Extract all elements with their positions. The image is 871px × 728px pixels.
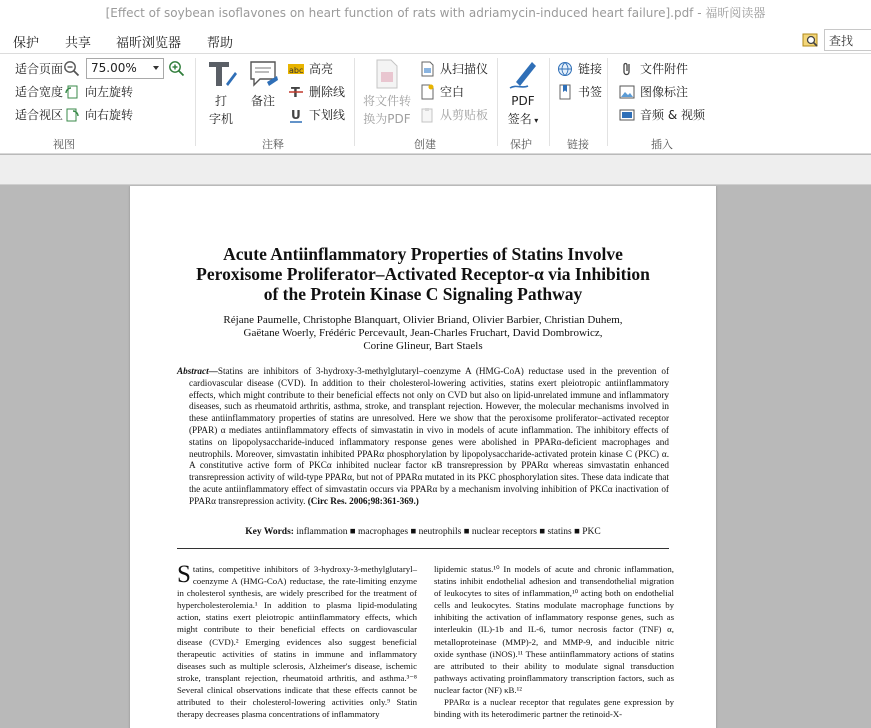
paper-keywords: Key Words: inflammation ■ macrophages ■ neutrophils ■ nuclear receptors ■ statins ■ PKC: [245, 527, 601, 537]
link-button[interactable]: 链接: [557, 60, 602, 77]
image-annotation-button[interactable]: 图像标注: [619, 83, 688, 100]
rotate-left-button[interactable]: 向左旋转: [64, 83, 133, 100]
pen-sign-icon: [508, 58, 538, 90]
menu-bar: [0, 26, 871, 54]
film-icon: [619, 107, 635, 123]
menu-help[interactable]: 帮助: [207, 36, 234, 51]
body-column-right: lipidemic status.¹⁰ In models of acute and chronic inflammation, statins inhibit endothelial adhesion and transendothelial migration of leukocytes to sites of inflammation,¹⁰ acting both on endothelial cells and leukocytes. Statins modulate macrophage functions by inhibiting the activation of inflammatory response genes, such as interleukin (IL)-1b and IL-6, tumor necrosis factor (TNF) α, metalloproteinase (MMP)-2, and MMP-9, and inducible nitric oxide synthase (iNOS).¹¹ These antiinflammatory actions of statins are attributed to their ability to modulate signal transduction pathways activating proinflammatory transcription factors, such as nuclear factor (NF) κB.¹² PPARα is a nuclear receptor that regulates gene expression by binding with its heterodimeric partner the retinoid-X-: [434, 564, 674, 720]
fit-width-button[interactable]: 适合宽度: [0, 83, 63, 100]
fit-width-icon: [0, 84, 10, 100]
window-title: [Effect of soybean isoflavones on heart function of rats with adriamycin-induced heart failure].pdf - 福昕阅读器: [0, 0, 871, 26]
svg-text:U: U: [291, 107, 301, 122]
bookmark-button[interactable]: 书签: [557, 83, 602, 100]
svg-text:T: T: [291, 85, 300, 100]
fit-visible-button[interactable]: 适合视区: [0, 106, 63, 123]
ribbon-separator: [354, 58, 355, 146]
group-label-insert: 插入: [651, 138, 673, 151]
dropdown-arrow-icon: ▾: [531, 116, 539, 125]
image-icon: [619, 84, 635, 100]
menu-foxit-browser[interactable]: 福昕浏览器: [116, 36, 182, 51]
paper-abstract: Abstract—Statins are inhibitors of 3-hydroxy-3-methylglutaryl–coenzyme A (HMG-CoA) reductase used in the prevention of cardiovascular disease (CVD). In addition to their cholesterol-lowering activities, statins exert pleiotropic antiinflammatory effects, which might contribute to their beneficial effects not only on CVD but also on lipid-unrelated immune and inflammatory diseases, such as rheumatoid arthritis, asthma, stroke, and transplant rejection. However, the molecular mechanisms involved in these antiinflammatory properties of statins are unresolved. Here we show that the peroxisome proliferator–activated receptor (PPAR) α mediates antiinflammatory effects of simvastatin in vivo in models of acute inflammation. The inhibitory effects of statins on lipopolysaccharide-induced inflammatory response genes were abolished in PPARα-deficient macrophages and neutrophils. Moreover, simvastatin inhibited PPARα phosphorylation by lipopolysaccharide-activated protein kinase C (PKC) α. A constitutive active form of PKCα inhibited nuclear factor κB transrepression by PPARα whereas simvastatin enhanced transrepression activity of wild-type PPARα, but not of PPARα mutated in its PKC phosphorylation sites. These data indicate that the acute antiinflammatory effect of simvastatin occurs via PPARα by a mechanism involving inhibition of PKCα inactivation of PPARα transrepression activity. (Circ Res. 2006;98:361-369.): [177, 366, 669, 506]
pdf-sign-button[interactable]: PDF 签名 ▾: [502, 58, 544, 130]
fit-page-icon: [0, 61, 10, 77]
clipboard-icon: [419, 107, 435, 123]
from-scanner-button[interactable]: 从扫描仪: [419, 60, 488, 77]
section-divider: [177, 548, 669, 549]
blank-page-button[interactable]: 空白: [419, 83, 464, 100]
bookmark-icon: [557, 84, 573, 100]
strikeout-button[interactable]: T 删除线: [288, 83, 345, 100]
menu-protect[interactable]: 保护: [13, 36, 40, 51]
menu-share[interactable]: 共享: [65, 36, 92, 51]
rotate-right-icon: [64, 107, 80, 123]
pdf-page: [130, 186, 716, 728]
ribbon-separator: [497, 58, 498, 146]
chevron-down-icon: [153, 66, 159, 70]
underline-button[interactable]: U 下划线: [288, 106, 345, 123]
rotate-right-button[interactable]: 向右旋转: [64, 106, 133, 123]
ribbon-separator: [607, 58, 608, 146]
underline-icon: [288, 107, 304, 123]
group-label-links: 链接: [567, 138, 589, 151]
highlight-icon: [288, 61, 304, 77]
zoom-out-icon[interactable]: [63, 60, 80, 77]
group-label-view: 视图: [53, 138, 75, 151]
rotate-left-icon: [64, 84, 80, 100]
typewriter-icon: [204, 58, 238, 90]
link-icon: [557, 61, 573, 77]
document-viewport[interactable]: [0, 186, 871, 728]
paper-title: Acute Antiinflammatory Properties of Statins Involve Peroxisome Proliferator–Activated Receptor-α via Inhibition of the Protein Kinase C Signaling Pathway: [196, 244, 650, 304]
blank-page-icon: [419, 84, 435, 100]
tab-strip: [0, 155, 871, 185]
ribbon-separator: [195, 58, 196, 146]
from-clipboard-button[interactable]: 从剪贴板: [419, 106, 488, 123]
search-box: [802, 29, 871, 51]
convert-to-pdf-button[interactable]: 将文件转 换为PDF: [360, 58, 414, 128]
note-icon: [247, 58, 279, 90]
note-button[interactable]: 备注: [245, 58, 281, 110]
fit-page-button[interactable]: 适合页面: [0, 60, 63, 77]
group-label-annotate: 注释: [262, 138, 284, 151]
highlight-button[interactable]: abc 高亮: [289, 62, 334, 76]
zoom-select[interactable]: 75.00%: [86, 58, 164, 79]
group-label-protect: 保护: [510, 138, 532, 151]
search-input[interactable]: [824, 29, 871, 51]
scanner-icon: [419, 61, 435, 77]
paperclip-icon: [619, 61, 635, 77]
strikeout-icon: [288, 84, 304, 100]
file-attachment-button[interactable]: 文件附件: [619, 60, 688, 77]
body-column-left: Statins, competitive inhibitors of 3-hydroxy-3-methylglutaryl–coenzyme A (HMG-CoA) reductase, the rate-limiting enzyme in cholesterol synthesis, are widely prescribed for the treatment of hypercholesterolemia.¹ In addition to plasma lipid-modulating action, statins exert pleiotropic antiinflammatory effects, which might contribute to their beneficial effects on cardiovascular disease (CVD).² Emerging evidences also suggest beneficial therapeutic activities of statins in immune and inflammatory diseases such as multiple sclerosis, Alzheimer's disease, ischemic stroke, transplant rejection, rheumatoid arthritis, and asthma.³⁻⁸ Several clinical observations indicate that these effects cannot be attributed to their cholesterol-lowering activities only.⁹ Statin therapy decreases plasma concentrations of inflammatory: [177, 561, 417, 720]
paper-authors: Réjane Paumelle, Christophe Blanquart, Olivier Briand, Olivier Barbier, Christian Duhem, Gaëtane Woerly, Frédéric Percevault, Jean-Charles Fruchart, David Dombrowicz, Corine Glineur, Bart Staels: [223, 314, 623, 352]
zoom-in-icon[interactable]: [168, 60, 185, 77]
fit-visible-icon: [0, 107, 10, 123]
group-label-create: 创建: [414, 138, 436, 151]
audio-video-button[interactable]: 音频 & 视频: [619, 106, 705, 123]
typewriter-button[interactable]: 打 字机: [202, 58, 240, 128]
search-icon[interactable]: [802, 31, 820, 49]
ribbon: [0, 54, 871, 154]
ribbon-separator: [549, 58, 550, 146]
svg-text:abc: abc: [289, 65, 304, 75]
file-convert-icon: [373, 58, 401, 90]
